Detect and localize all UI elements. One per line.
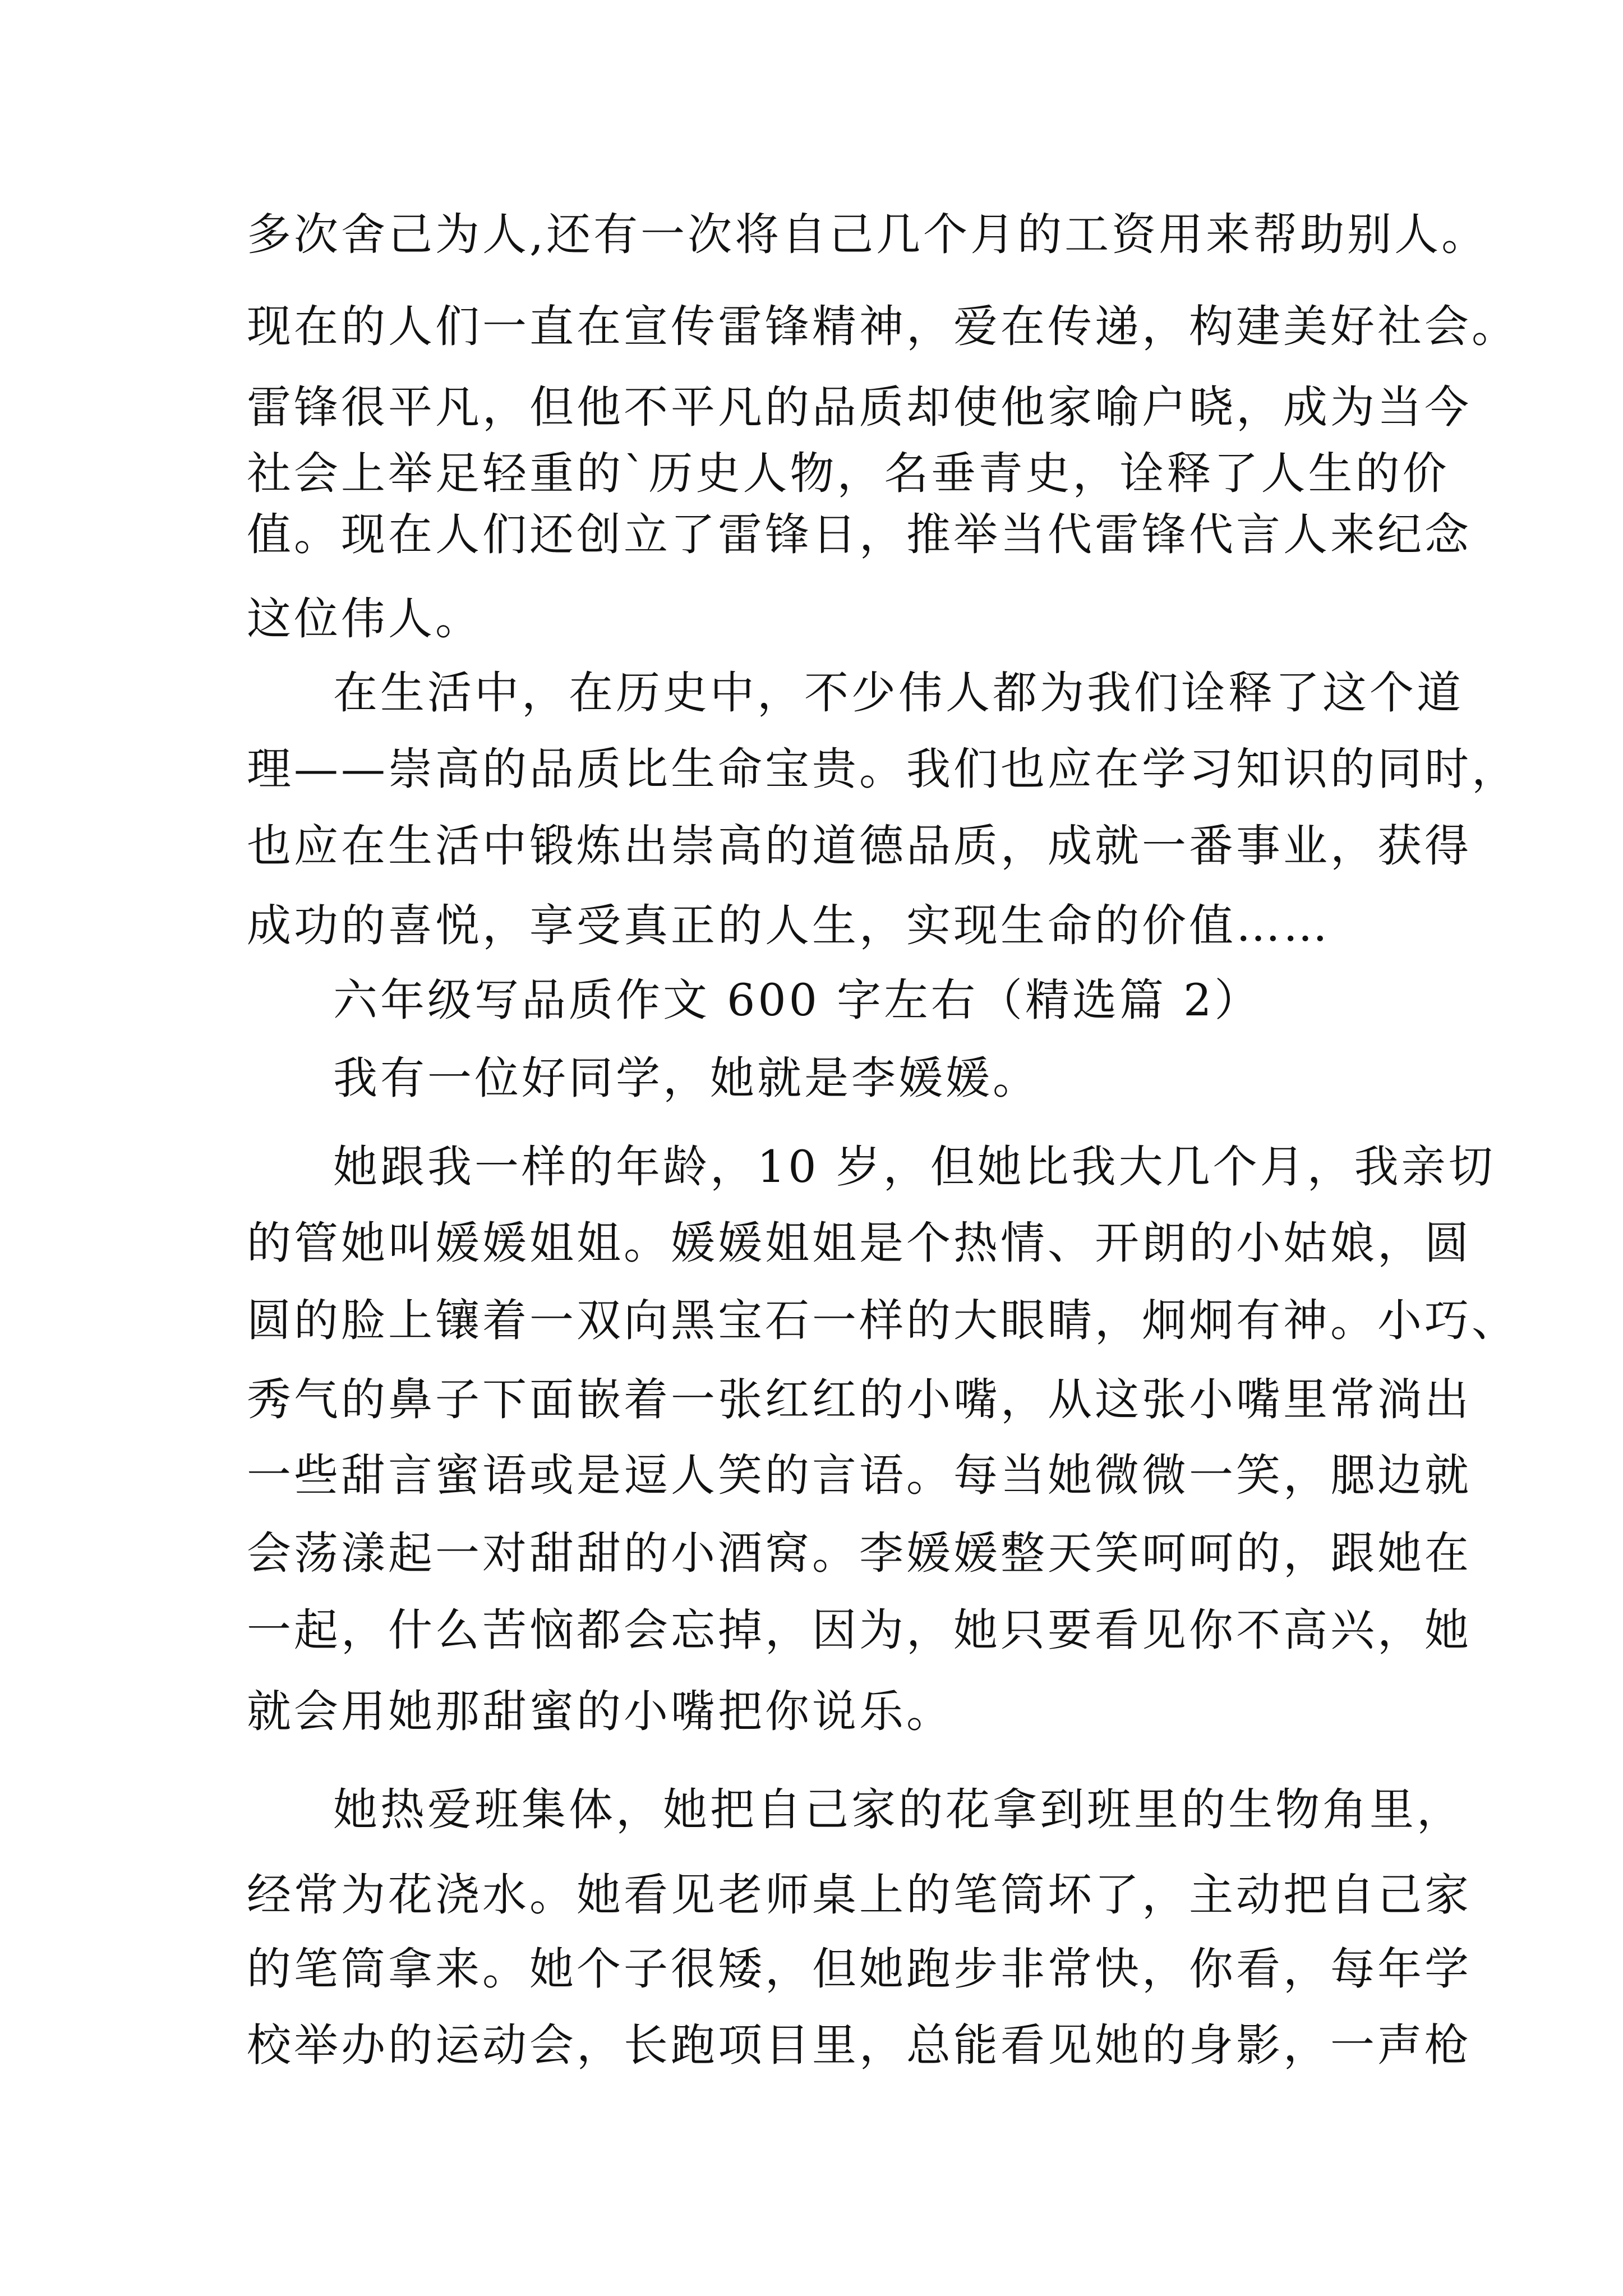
section-heading: 六年级写品质作文 600 字左右（精选篇 2）	[333, 974, 1262, 1026]
text-line: 经常为花浇水。她看见老师桌上的笔筒坏了，主动把自己家	[247, 1869, 1472, 1921]
text-line: 理——崇高的品质比生命宝贵。我们也应在学习知识的同时，	[247, 743, 1519, 795]
text-line: 会荡漾起一对甜甜的小酒窝。李媛媛整天笑呵呵的，跟她在	[247, 1527, 1472, 1579]
text-line: 她热爱班集体，她把自己家的花拿到班里的生物角里，	[333, 1784, 1464, 1835]
text-line: 圆的脸上镶着一双向黑宝石一样的大眼睛，炯炯有神。小巧、	[247, 1295, 1519, 1346]
text-line: 这位伟人。	[247, 593, 482, 645]
text-line: 我有一位好同学，她就是李媛媛。	[333, 1052, 1040, 1104]
text-line: 在生活中，在历史中，不少伟人都为我们诠释了这个道	[333, 667, 1464, 719]
text-line: 校举办的运动会，长跑项目里，总能看见她的身影，一声枪	[247, 2019, 1472, 2071]
text-line: 也应在生活中锻炼出崇高的道德品质，成就一番事业，获得	[247, 820, 1472, 872]
text-line: 多次舍己为人,还有一次将自己几个月的工资用来帮助别人。	[247, 209, 1489, 260]
text-line: 她跟我一样的年龄，10 岁，但她比我大几个月，我亲切	[333, 1141, 1496, 1193]
text-line: 一些甜言蜜语或是逗人笑的言语。每当她微微一笑，腮边就	[247, 1450, 1472, 1501]
text-line: 成功的喜悦，享受真正的人生，实现生命的价值……	[247, 900, 1330, 951]
text-line: 的笔筒拿来。她个子很矮，但她跑步非常快，你看，每年学	[247, 1943, 1472, 1995]
text-line: 现在的人们一直在宣传雷锋精神，爱在传递，构建美好社会。	[247, 301, 1519, 352]
text-line: 就会用她那甜蜜的小嘴把你说乐。	[247, 1686, 953, 1737]
text-line: 雷锋很平凡，但他不平凡的品质却使他家喻户晓，成为当今	[247, 381, 1472, 433]
text-line: 一起，什么苦恼都会忘掉，因为，她只要看见你不高兴，她	[247, 1604, 1472, 1656]
text-line: 秀气的鼻子下面嵌着一张红红的小嘴，从这张小嘴里常淌出	[247, 1374, 1472, 1425]
text-line: 社会上举足轻重的`历史人物，名垂青史，诠释了人生的价	[247, 448, 1450, 499]
text-line: 的管她叫媛媛姐姐。媛媛姐姐是个热情、开朗的小姑娘，圆	[247, 1217, 1472, 1269]
text-line: 值。现在人们还创立了雷锋日，推举当代雷锋代言人来纪念	[247, 509, 1472, 560]
